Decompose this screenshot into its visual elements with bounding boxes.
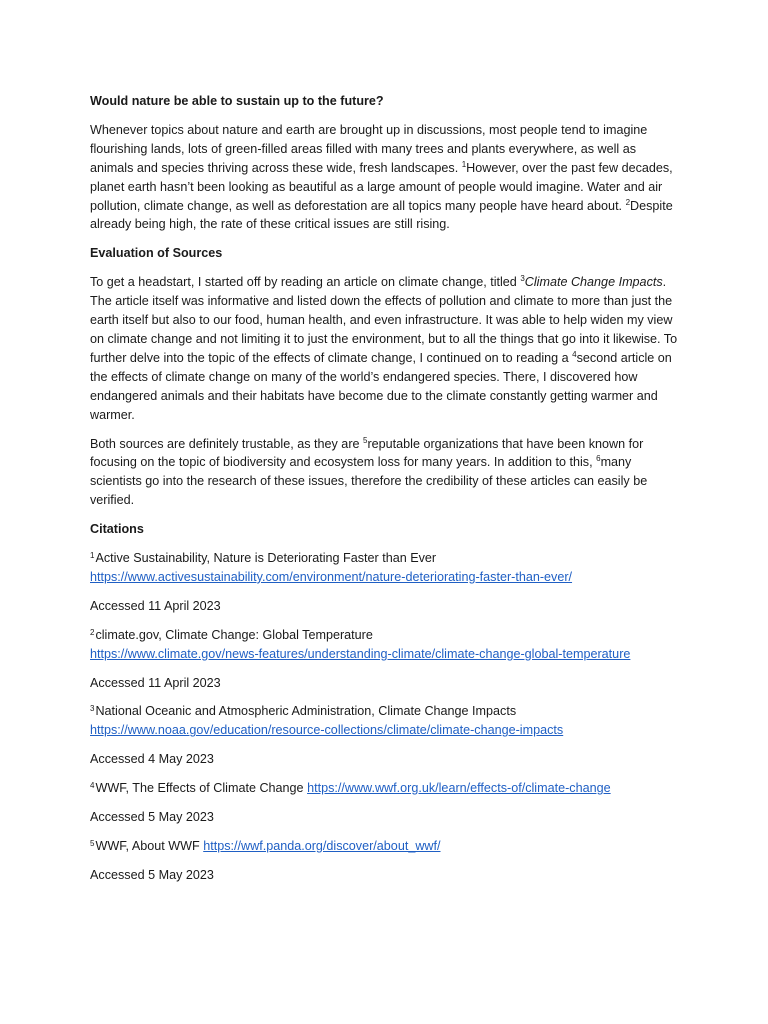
- citation-5: $^5$WWF, About WWF https://wwf.panda.org/discover/about_wwf/: [90, 839, 441, 853]
- citation-4: $^4$WWF, The Effects of Climate Change https://www.wwf.org.uk/learn/effects-of/climate-change: [90, 781, 611, 796]
- citation-2-accessed: Accessed 11 April 2023: [90, 675, 221, 690]
- intro-paragraph: Whenever topics about nature and earth are brought up in discussions, most people tend to imagine flourishing lands, lots of green-filled areas filled with many trees and plants everywhere, as well as animals and species thriving across these wide, fresh landscapes. $^1$However, over the past few decades, planet earth hasn’t been looking as beautiful as a large amount of people would imagine. Water and air pollution, climate change, as well as deforestation are all topics many people have heard about. $^2$Despite already being high, the rate of these critical issues are still rising.: [90, 122, 673, 232]
- footnote-ref-1: 1: [461, 159, 467, 169]
- citation-1-accessed: Accessed 11 April 2023: [90, 598, 221, 613]
- document-title: Would nature be able to sustain up to the future?: [90, 94, 384, 108]
- footnote-ref-6: 6: [596, 454, 601, 464]
- citations-heading: Citations: [90, 522, 144, 537]
- footnote-ref-3: 3: [520, 274, 525, 284]
- article-title: Climate Change Impacts: [524, 275, 663, 290]
- citation-3-accessed: Accessed 4 May 2023: [90, 752, 214, 767]
- citation-5-accessed: Accessed 5 May 2023: [90, 867, 214, 882]
- footnote-ref-4: 4: [572, 349, 577, 359]
- citation-1: $^1$Active Sustainability, Nature is Deteriorating Faster than Ever https://www.activesustainability.com/environment/nature-deteriorating-faster-than-ever/: [90, 551, 573, 584]
- citation-5-link[interactable]: https://wwf.panda.org/discover/about_wwf/: [203, 839, 441, 853]
- footnote-ref-2: 2: [625, 197, 631, 207]
- footnote-ref-5: 5: [363, 435, 368, 445]
- citation-1-link[interactable]: https://www.activesustainability.com/environment/nature-deteriorating-faster-than-ever/: [90, 569, 573, 584]
- citation-2: $^2$climate.gov, Climate Change: Global Temperature https://www.climate.gov/news-features/understanding-climate/climate-change-global-temperature: [90, 627, 631, 661]
- citation-4-accessed: Accessed 5 May 2023: [90, 810, 214, 825]
- evaluation-paragraph-1: To get a headstart, I started off by reading an article on climate change, titled $^3$Climate Change Impacts. The article itself was informative and listed down the effects of pollution and climate to more than just the earth itself but also to our food, human health, and even infrastructure. It was able to help widen my view on climate change and not limiting it to just the environment, but to all the things that go into it likewise. To further delve into the topic of the effects of climate change, I continued on to reading a $^4$second article on the effects of climate change on many of the world’s endangered species. There, I discovered how endangered animals and their habitats have become due to the climate constantly getting warmer and warmer.: [90, 274, 678, 422]
- evaluation-heading: Evaluation of Sources: [90, 246, 223, 261]
- citation-3-link[interactable]: https://www.noaa.gov/education/resource-collections/climate/climate-change-impacts: [90, 723, 564, 738]
- evaluation-paragraph-2: Both sources are definitely trustable, as they are $^5$reputable organizations that have been known for focusing on the topic of biodiversity and ecosystem loss for many years. In addition to this, $^6$many scientists go into the research of these issues, therefore the credibility of these articles can easily be verified.: [90, 435, 648, 508]
- citation-4-link[interactable]: https://www.wwf.org.uk/learn/effects-of/climate-change: [307, 781, 611, 796]
- citation-3: $^3$National Oceanic and Atmospheric Administration, Climate Change Impacts https://www.noaa.gov/education/resource-collections/climate/climate-change-impacts: [90, 704, 564, 738]
- citation-2-link[interactable]: https://www.climate.gov/news-features/understanding-climate/climate-change-global-temperature: [90, 646, 631, 661]
